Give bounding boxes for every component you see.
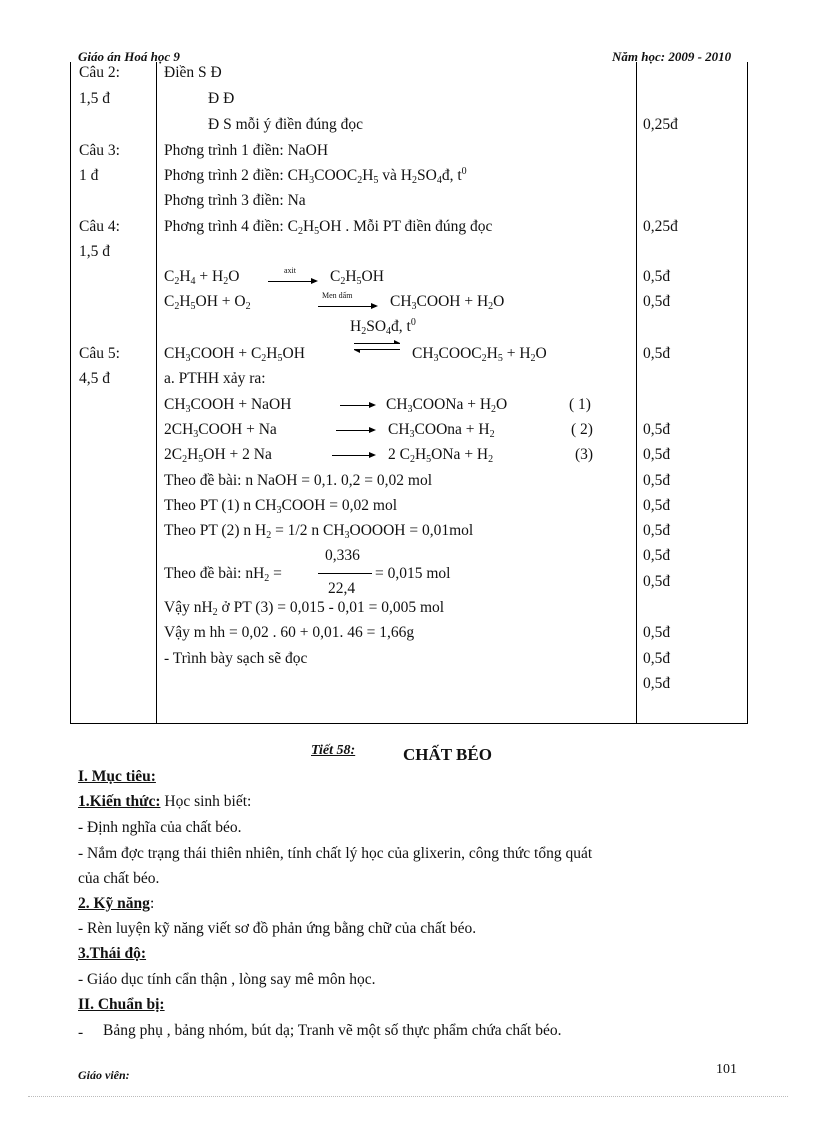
eq4-number: ( 1) xyxy=(569,396,591,413)
cell-q3-eq1: Phơng trình 1 điền: NaOH xyxy=(164,142,329,159)
eq1-score: 0,5đ xyxy=(643,268,671,285)
presentation-note: - Trình bày sạch sẽ đọc xyxy=(164,650,308,667)
eq3-left: $CH_3COOH + C_2H_5OH$ xyxy=(164,345,305,364)
eq6-arrow xyxy=(332,455,374,456)
cell-q2-answer-2: Đ Đ xyxy=(208,90,235,107)
calc-pt1: Theo PT (1) n $CH_3COOH = 0,02$ mol xyxy=(164,497,398,516)
presentation-score: 0,5đ xyxy=(643,650,671,667)
knowledge-line: 1.Kiến thức: Học sinh biết: xyxy=(78,793,252,810)
cell-q2-answer-3: Đ S mỗi ý điền đúng đọc xyxy=(208,116,363,133)
cell-q3-eq2: Phơng trình 2 điền: $CH_3COOC_2H_5$ và $H_2SO_4đ$, $t^0$ xyxy=(164,166,467,186)
cell-q2-score: 0,25đ xyxy=(643,116,678,133)
cell-q5: Câu 5: xyxy=(79,345,120,362)
cell-q4-score: 0,25đ xyxy=(643,218,678,235)
eq6-score: 0,5đ xyxy=(643,446,671,463)
calc-h2-score-1: 0,5đ xyxy=(643,547,671,564)
header-right: Năm học: 2009 - 2010 xyxy=(612,49,732,64)
footer-teacher: Giáo viên: xyxy=(78,1068,130,1082)
objective-line-2: - Nắm đợc trạng thái thiên nhiên, tính chất lý học của glixerin, công thức tổng quát xyxy=(78,845,593,862)
calc-h2-label: Theo đề bài: $nH_2$ = xyxy=(164,565,282,584)
knowledge-label: 1.Kiến thức: xyxy=(78,793,161,810)
calc-h2-result: = 0,015 mol xyxy=(375,565,451,582)
calc-naoh: Theo đề bài: n NaOH = 0,1. 0,2 = 0,02 mol xyxy=(164,472,433,489)
skills-label: 2. Kỹ năng xyxy=(78,895,150,912)
section-preparation: II. Chuẩn bị: xyxy=(78,996,165,1013)
fraction-line xyxy=(318,573,372,574)
lesson-title: CHẤT BÉO xyxy=(403,745,492,764)
eq2-left: $C_2H_5OH + O_2$ xyxy=(164,293,251,312)
eq5-number: ( 2) xyxy=(571,421,593,438)
preparation-text: Bảng phụ , bảng nhóm, bút dạ; Tranh vẽ một số thực phẩm chứa chất béo. xyxy=(103,1022,562,1039)
eq1-left: $C_2H_4 + H_2O$ xyxy=(164,268,240,287)
eq3-right: $CH_3COOC_2H_5 + H_2O$ xyxy=(412,345,547,364)
eq5-arrow xyxy=(336,430,374,431)
skills-text: - Rèn luyện kỹ năng viết sơ đồ phản ứng bằng chữ của chất béo. xyxy=(78,920,477,937)
eq6-left: $2C_2H_5OH + 2$ Na xyxy=(164,446,272,465)
eq4-right: $CH_3COONa + H_2O$ xyxy=(386,396,508,415)
objective-line-3: của chất béo. xyxy=(78,870,160,887)
page-number: 101 xyxy=(716,1062,737,1077)
eq3-condition: $H_2SO_4đ$, $t^0$ xyxy=(350,317,416,337)
eq5-score: 0,5đ xyxy=(643,421,671,438)
attitude-text: - Giáo dục tính cẩn thận , lòng say mê môn học. xyxy=(78,971,376,988)
cell-q4: Câu 4: xyxy=(79,218,120,235)
calc-pt3: Vậy $nH_2$ ở PT (3) = 0,015 - 0,01 = 0,005 mol xyxy=(164,599,445,618)
eq5-right: $CH_3COOna + H_2$ xyxy=(388,421,495,440)
lesson-number: Tiết 58: xyxy=(311,743,356,758)
last-score: 0,5đ xyxy=(643,675,671,692)
eq2-right: $CH_3COOH + H_2O$ xyxy=(390,293,505,312)
preparation-bullet: - xyxy=(78,1024,84,1041)
eq1-arrow-label: axit xyxy=(284,266,296,275)
calc-pt2-score: 0,5đ xyxy=(643,522,671,539)
eq6-right: 2 $C_2H_5ONa + H_2$ xyxy=(388,446,494,465)
eq4-arrow xyxy=(340,405,374,406)
cell-q5-score-total: 4,5 đ xyxy=(79,370,110,387)
calc-mass-score: 0,5đ xyxy=(643,624,671,641)
eq1-arrow xyxy=(268,281,316,282)
eq2-score: 0,5đ xyxy=(643,293,671,310)
cell-q3-eq3: Phơng trình 3 điền: Na xyxy=(164,192,306,209)
eq1-right: $C_2H_5OH$ xyxy=(330,268,384,287)
eq2-arrow xyxy=(318,306,376,307)
calc-naoh-score: 0,5đ xyxy=(643,472,671,489)
objective-line-1: - Định nghĩa của chất béo. xyxy=(78,819,242,836)
cell-q3: Câu 3: xyxy=(79,142,120,159)
section-objectives: I. Mục tiêu: xyxy=(78,768,156,785)
calc-pt2: Theo PT (2) n $H_2 = 1/2$ n $CH_3OOOOH = 0,01mol$ xyxy=(164,522,474,541)
frac-numerator: 0,336 xyxy=(325,547,360,564)
frac-denominator: 22,4 xyxy=(328,580,356,597)
table-col-divider-2 xyxy=(636,62,637,723)
skills-line: 2. Kỹ năng: xyxy=(78,895,155,912)
attitude-label: 3.Thái độ: xyxy=(78,945,147,962)
header-left: Giáo án Hoá học 9 xyxy=(78,49,180,64)
eq4-left: $CH_3COOH$ + NaOH xyxy=(164,396,292,415)
calc-pt1-score: 0,5đ xyxy=(643,497,671,514)
eq5-left: $2CH_3COOH + Na$ xyxy=(164,421,277,440)
calc-h2-score-2: 0,5đ xyxy=(643,573,671,590)
eq2-arrow-label: Men dấm xyxy=(322,291,353,300)
calc-mass: Vậy m hh = 0,02 . 60 + 0,01. 46 = 1,66g xyxy=(164,624,415,641)
eq6-number: (3) xyxy=(575,446,594,463)
cell-q2-answer-1: Điền S Đ xyxy=(164,64,222,81)
pthh-label: a. PTHH xảy ra: xyxy=(164,370,266,387)
cell-q4-score-total: 1,5 đ xyxy=(79,243,110,260)
cell-q2: Câu 2: xyxy=(79,64,120,81)
bottom-dotted-rule xyxy=(28,1096,788,1097)
cell-q4-eq4: Phơng trình 4 điền: $C_2H_5OH$ . Mỗi PT điền đúng đọc xyxy=(164,218,493,237)
eq3-equilibrium-arrows xyxy=(354,342,400,352)
cell-q3-score-total: 1 đ xyxy=(79,167,99,184)
cell-q2-score-total: 1,5 đ xyxy=(79,90,110,107)
table-col-divider-1 xyxy=(156,62,157,723)
eq3-score: 0,5đ xyxy=(643,345,671,362)
